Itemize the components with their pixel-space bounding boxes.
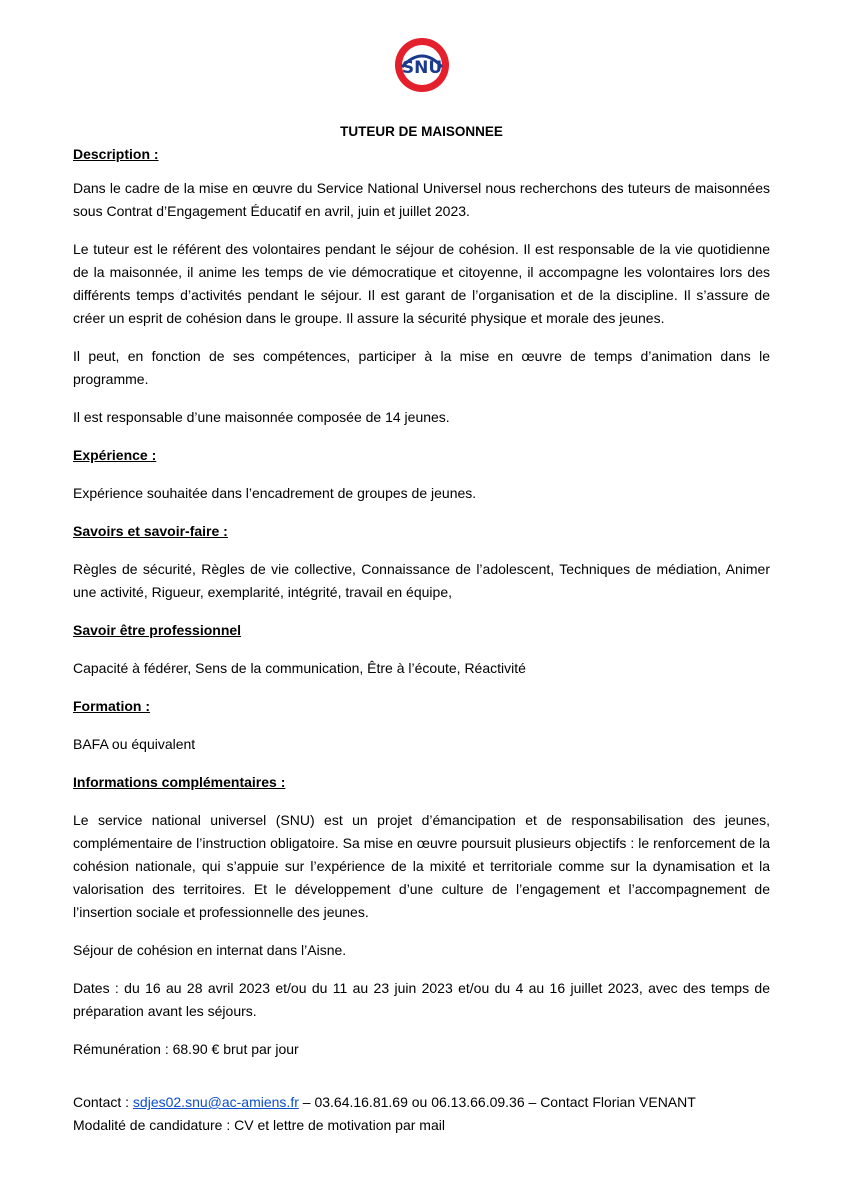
- heading-savoir-etre: Savoir être professionnel: [73, 622, 242, 638]
- heading-infos: Informations complémentaires :: [73, 774, 286, 790]
- description-paragraph-1: Dans le cadre de la mise en œuvre du Service National Universel nous recherchons des tuteurs de maisonnées sous Contrat d’Engagement Éducatif en avril, juin et juillet 2023.: [73, 180, 770, 219]
- svg-text:SNU: SNU: [401, 58, 443, 78]
- infos-remuneration: Rémunération : 68.90 € brut par jour: [73, 1041, 299, 1057]
- infos-dates: Dates : du 16 au 28 avril 2023 et/ou du 11 au 23 juin 2023 et/ou du 4 au 16 juillet 2023, avec des temps de préparation avant les séjours.: [73, 980, 770, 1019]
- description-paragraph-2: Le tuteur est le référent des volontaires pendant le séjour de cohésion. Il est responsable de la vie quotidienne de la maisonnée, il anime les temps de vie démocratique et citoyenne, il accompagne les volontaires lors des différents temps d’activités pendant le séjour. Il est garant de l’organisation et de la discipline. Il s’assure de créer un esprit de cohésion dans le groupe. Il assure la sécurité physique et morale des jeunes.: [73, 241, 770, 326]
- formation-text: BAFA ou équivalent: [73, 736, 196, 752]
- contact-line: [73, 1091, 770, 1114]
- modalite-line: Modalité de candidature : CV et lettre de motivation par mail: [73, 1117, 445, 1133]
- contact-details: – 03.64.16.81.69 ou 06.13.66.09.36 – Contact Florian VENANT: [298, 1094, 696, 1110]
- snu-logo: [394, 37, 450, 93]
- infos-sejour: Séjour de cohésion en internat dans l’Aisne.: [73, 942, 347, 958]
- contact-email-link[interactable]: sdjes02.snu@ac-amiens.fr: [132, 1094, 299, 1110]
- infos-paragraph: Le service national universel (SNU) est un projet d’émancipation et de responsabilisation des jeunes, complémentaire de l’instruction obligatoire. Sa mise en œuvre poursuit plusieurs objectifs : le renforcement de la cohésion nationale, qui s’appuie sur l’expérience de la mixité et territoriale comme sur la dynamisation et la valorisation des territoires. Et le développement d’une culture de l’engagement et l’accompagnement de l’insertion sociale et professionnelle des jeunes.: [73, 812, 770, 920]
- heading-savoirs: Savoirs et savoir-faire :: [73, 523, 228, 539]
- contact-label: Contact :: [73, 1094, 130, 1110]
- heading-experience: Expérience :: [73, 447, 157, 463]
- heading-formation: Formation :: [73, 698, 150, 714]
- experience-text: Expérience souhaitée dans l’encadrement de groupes de jeunes.: [73, 485, 477, 501]
- description-paragraph-3: Il peut, en fonction de ses compétences, participer à la mise en œuvre de temps d’animation dans le programme.: [73, 348, 770, 387]
- description-paragraph-4: Il est responsable d’une maisonnée composée de 14 jeunes.: [73, 409, 450, 425]
- heading-description: Description :: [73, 146, 159, 162]
- document-content: [73, 120, 770, 1137]
- savoir-etre-text: Capacité à fédérer, Sens de la communication, Être à l’écoute, Réactivité: [73, 660, 526, 676]
- savoirs-text: Règles de sécurité, Règles de vie collective, Connaissance de l’adolescent, Techniques de médiation, Animer une activité, Rigueur, exemplarité, intégrité, travail en équipe,: [73, 561, 770, 600]
- document-title: TUTEUR DE MAISONNEE: [340, 124, 503, 139]
